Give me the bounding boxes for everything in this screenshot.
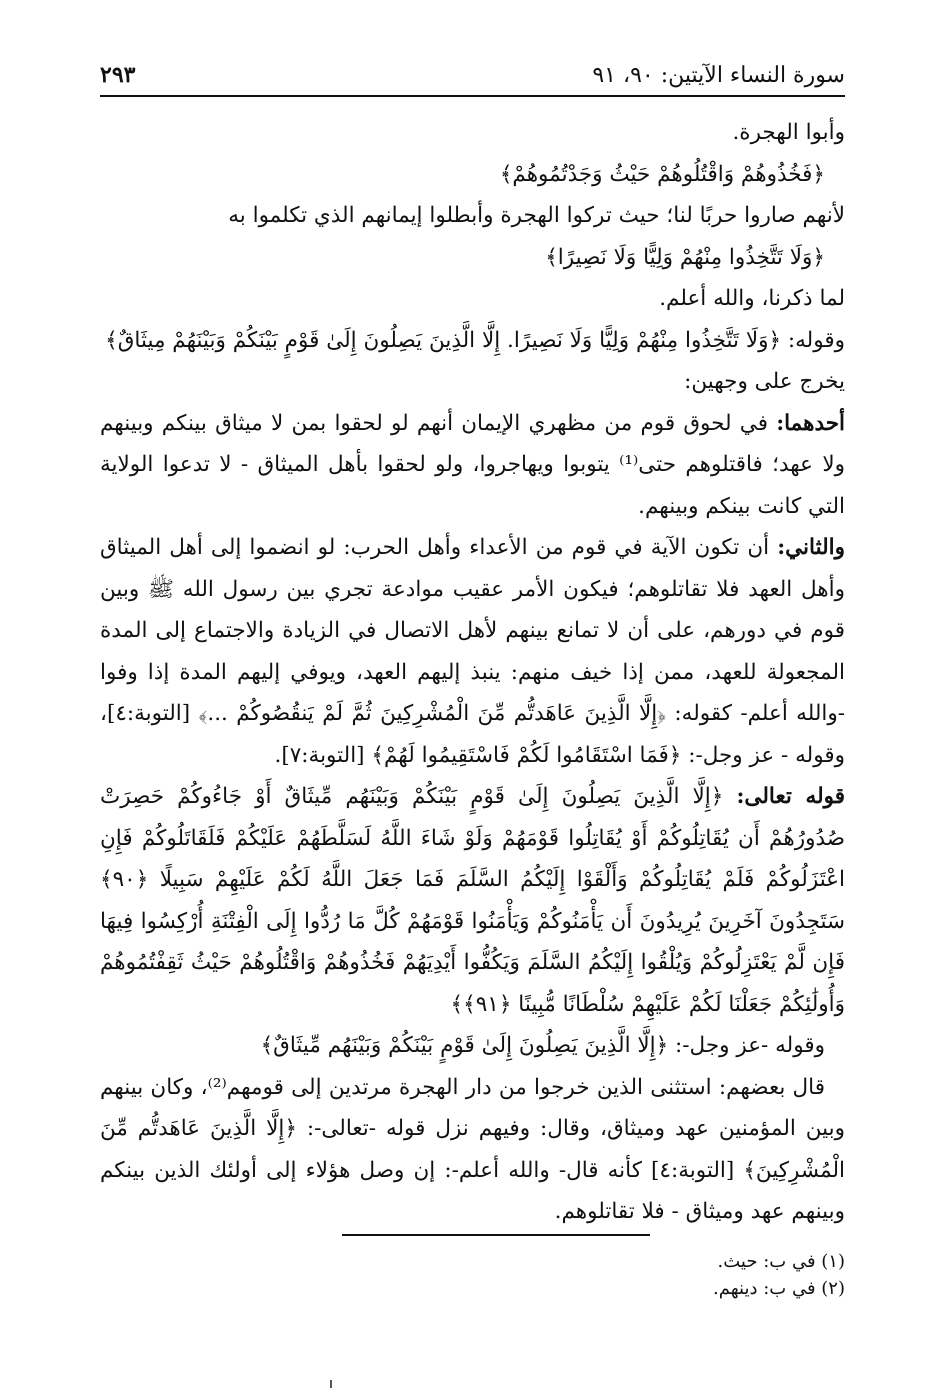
second-aspect-paragraph — [100, 527, 845, 776]
page-number: ٢٩٣ — [100, 62, 136, 88]
body-line: لما ذكرنا، والله أعلم. — [659, 286, 845, 311]
surah-title: سورة النساء الآيتين: ٩٠، ٩١ — [592, 62, 845, 88]
verse-paragraph — [100, 776, 845, 1025]
first-aspect-paragraph — [100, 403, 845, 528]
commentary-paragraph: قال بعضهم: استثنى الذين خرجوا من دار الهجرة مرتدين إلى قومهم⁽²⁾، وكان بينهم وبين المؤمنين عهد وميثاق، وقال: وفيهم نزل قوله -تعالى-: ﴿إِلَّا الَّذِينَ عَاهَدتُّم مِّنَ الْمُشْرِكِينَ﴾ [التوبة:٤] كأنه قال- والله أعلم-: إن وصل هؤلاء إلى أولئك الذين بينكم وبينهم عهد وميثاق - فلا تقاتلوهم. — [100, 1074, 846, 1224]
body-line: لأنهم صاروا حربًا لنا؛ حيث تركوا الهجرة وأبطلوا إيمانهم الذي تكلموا به — [228, 203, 845, 228]
first-aspect-text: في لحوق قوم من مظهري الإيمان أنهم لو لحقوا بمن لا ميثاق بينكم وبينهم ولا عهد؛ فاقتلوهم حتى⁽¹⁾ يتوبوا ويهاجروا، ولو لحقوا بأهل الميثاق - لا تدعوا الولاية التي كانت بينكم وبينهم. — [100, 410, 845, 519]
second-aspect-label: والثاني: — [777, 535, 845, 560]
verse-text: ﴿إِلَّا الَّذِينَ يَصِلُونَ إِلَىٰ قَوْمٍ بَيْنَكُمْ وَبَيْنَهُم مِّيثَاقٌ أَوْ جَاءُوكُمْ حَصِرَتْ صُدُورُهُمْ أَن يُقَاتِلُوكُمْ أَوْ يُقَاتِلُوا قَوْمَهُمْ وَلَوْ شَاءَ اللَّهُ لَسَلَّطَهُمْ عَلَيْكُمْ فَلَقَاتَلُوكُمْ فَإِنِ اعْتَزَلُوكُمْ فَلَمْ يُقَاتِلُوكُمْ وَأَلْقَوْا إِلَيْكُمُ السَّلَمَ فَمَا جَعَلَ اللَّهُ لَكُمْ عَلَيْهِمْ سَبِيلًا ﴿٩٠﴾ سَتَجِدُونَ آخَرِينَ يُرِيدُونَ أَن يَأْمَنُوكُمْ وَيَأْمَنُوا قَوْمَهُمْ كُلَّ مَا رُدُّوا إِلَى الْفِتْنَةِ أُرْكِسُوا فِيهَا فَإِن لَّمْ يَعْتَزِلُوكُمْ وَيُلْقُوا إِلَيْكُمُ السَّلَمَ وَيَكُفُّوا أَيْدِيَهُمْ فَخُذُوهُمْ وَاقْتُلُوهُمْ حَيْثُ ثَقِفْتُمُوهُمْ وَأُولَٰئِكُمْ جَعَلْنَا لَكُمْ عَلَيْهِمْ سُلْطَانًا مُّبِينًا ﴿٩١﴾﴾ — [100, 784, 845, 1017]
body-line: وأبوا الهجرة. — [732, 120, 845, 145]
body-line: وقوله -عز وجل-: ﴿إِلَّا الَّذِينَ يَصِلُونَ إِلَىٰ قَوْمٍ بَيْنَكُمْ وَبَيْنَهُم مِّيثَاقٌ﴾ — [260, 1033, 825, 1058]
scan-mark — [330, 1380, 332, 1388]
verse-label: قوله تعالى: — [736, 784, 846, 809]
page-header — [100, 55, 845, 97]
footnote-separator — [342, 1234, 650, 1236]
footnote: (١) في ب: حيث. — [717, 1251, 845, 1272]
quran-verse: ﴿فَخُذُوهُمْ وَاقْتُلُوهُمْ حَيْثُ وَجَدْتُمُوهُمْ﴾ — [499, 161, 825, 187]
second-aspect-text: أن تكون الآية في قوم من الأعداء وأهل الحرب: لو انضموا إلى أهل الميثاق وأهل العهد فلا تقاتلوهم؛ فيكون الأمر عقيب موادعة تجري بين رسول الله ﷺ وبين قوم في دورهم، على أن لا تمانع بينهم لأهل الاتصال في الزيادة والاجتماع إلى المدة المجعولة للعهد، ممن إذا خيف منهم: ينبذ إليهم العهد، ويوفي إليهم المدة إذا وفوا -والله أعلم- كقوله: ﴿إِلَّا الَّذِينَ عَاهَدتُّم مِّنَ الْمُشْرِكِينَ ثُمَّ لَمْ يَنقُصُوكُمْ ...﴾ [التوبة:٤]، وقوله - عز وجل-: ﴿فَمَا اسْتَقَامُوا لَكُمْ فَاسْتَقِيمُوا لَهُمْ﴾ [التوبة:٧]. — [100, 535, 845, 768]
footnote: (٢) في ب: دينهم. — [713, 1278, 845, 1299]
body-line: وقوله: ﴿وَلَا تَتَّخِذُوا مِنْهُمْ وَلِيًّا وَلَا نَصِيرًا. إِلَّا الَّذِينَ يَصِلُونَ إِلَىٰ قَوْمٍ بَيْنَكُمْ وَبَيْنَهُمْ مِيثَاقٌ﴾ — [105, 327, 845, 353]
quran-verse: ﴿وَلَا تَتَّخِذُوا مِنْهُمْ وَلِيًّا وَلَا نَصِيرًا﴾ — [545, 244, 825, 270]
first-aspect-label: أحدهما: — [776, 410, 845, 436]
page-body — [100, 112, 845, 1233]
body-line: يخرج على وجهين: — [684, 369, 845, 394]
footnotes — [100, 1248, 845, 1302]
